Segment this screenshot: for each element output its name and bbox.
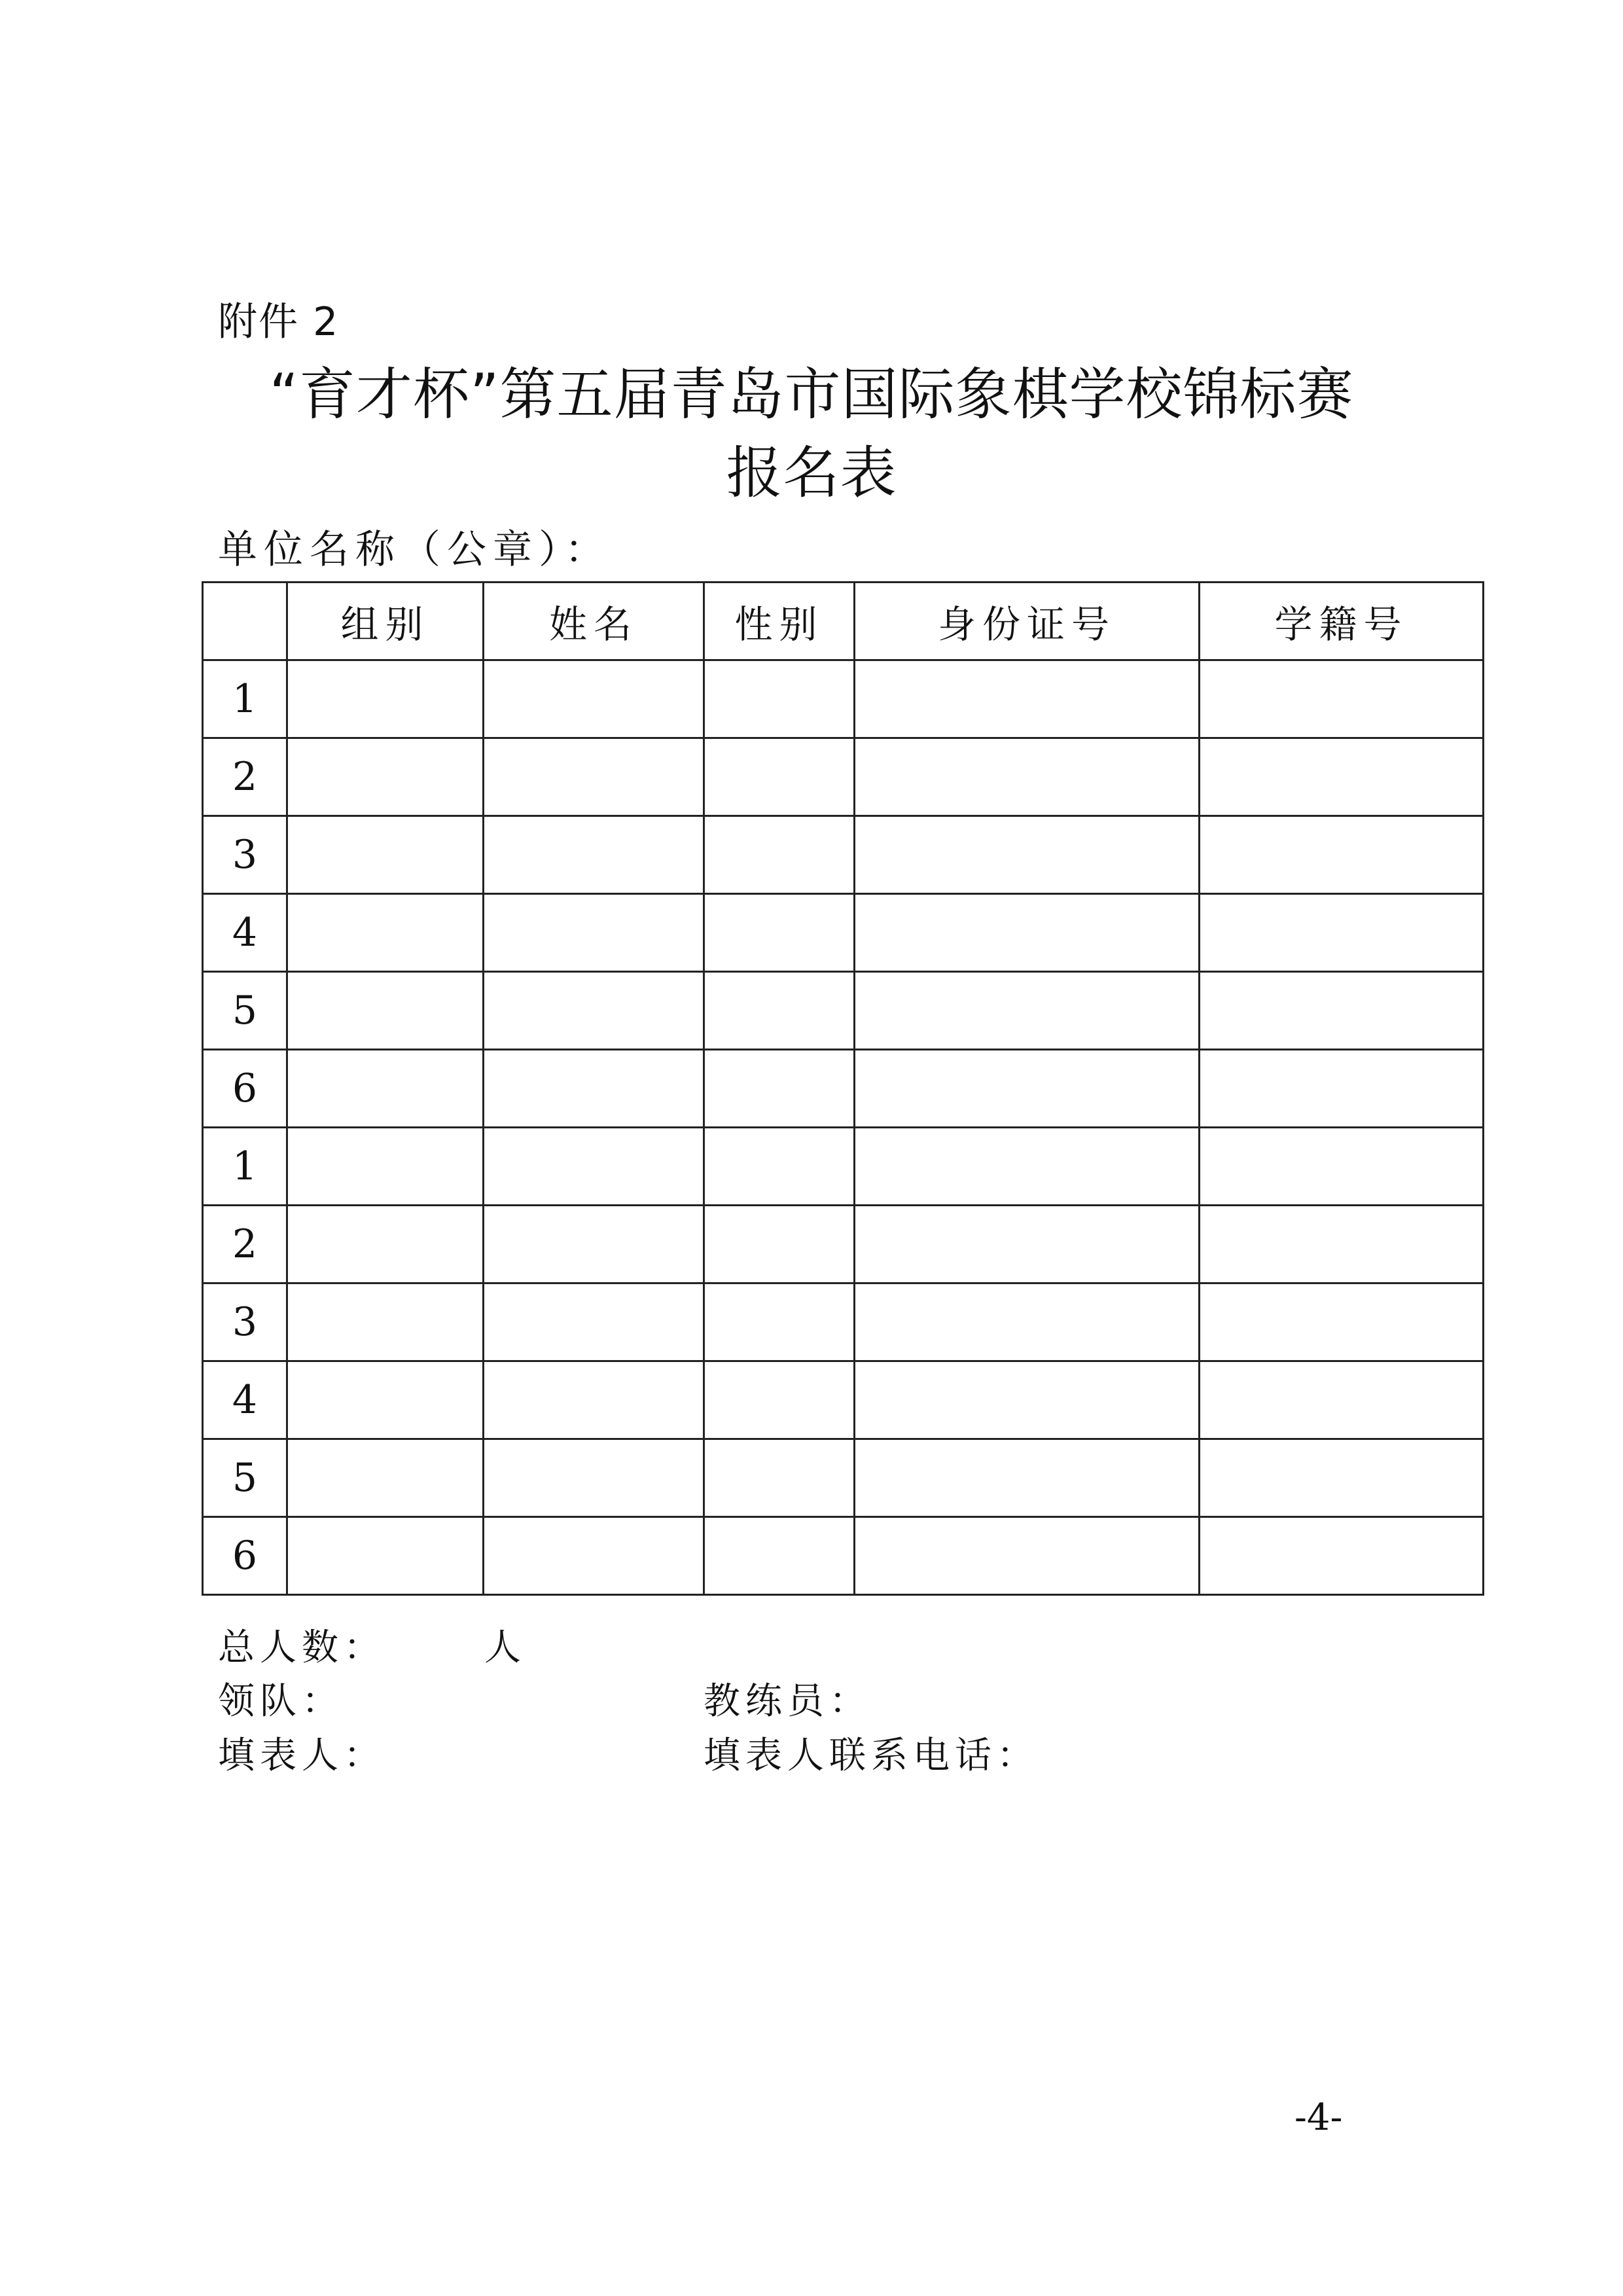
row-index: 6: [203, 1050, 287, 1128]
cell-student-number[interactable]: [1200, 738, 1484, 816]
cell-id-number[interactable]: [855, 660, 1200, 738]
cell-group[interactable]: [287, 1128, 484, 1206]
cell-id-number[interactable]: [855, 894, 1200, 972]
row-index: 2: [203, 1206, 287, 1283]
row-index: 6: [203, 1517, 287, 1595]
cell-group[interactable]: [287, 1283, 484, 1361]
cell-student-number[interactable]: [1200, 1283, 1484, 1361]
cell-name[interactable]: [484, 1206, 704, 1283]
table-row: [203, 1206, 1484, 1283]
attachment-label: 附件 2: [218, 299, 340, 345]
cell-id-number[interactable]: [855, 972, 1200, 1050]
total-count-unit: 人: [484, 1626, 526, 1669]
row-index: 1: [203, 1128, 287, 1206]
cell-gender[interactable]: [704, 1206, 855, 1283]
cell-student-number[interactable]: [1200, 816, 1484, 894]
cell-gender[interactable]: [704, 1128, 855, 1206]
table-row: [203, 1361, 1484, 1439]
cell-gender[interactable]: [704, 1361, 855, 1439]
registration-table: [202, 581, 1484, 1596]
cell-group[interactable]: [287, 972, 484, 1050]
row-index: 5: [203, 1439, 287, 1517]
cell-student-number[interactable]: [1200, 894, 1484, 972]
cell-gender[interactable]: [704, 738, 855, 816]
row-index: 5: [203, 972, 287, 1050]
cell-group[interactable]: [287, 1050, 484, 1128]
cell-student-number[interactable]: [1200, 1206, 1484, 1283]
cell-group[interactable]: [287, 1439, 484, 1517]
cell-name[interactable]: [484, 1517, 704, 1595]
cell-student-number[interactable]: [1200, 1439, 1484, 1517]
cell-id-number[interactable]: [855, 1283, 1200, 1361]
cell-student-number[interactable]: [1200, 660, 1484, 738]
cell-name[interactable]: [484, 1439, 704, 1517]
row-index: 4: [203, 894, 287, 972]
table-row: [203, 1128, 1484, 1206]
table-row: [203, 738, 1484, 816]
cell-group[interactable]: [287, 1517, 484, 1595]
cell-student-number[interactable]: [1200, 1128, 1484, 1206]
table-row: [203, 1050, 1484, 1128]
cell-name[interactable]: [484, 660, 704, 738]
cell-group[interactable]: [287, 1206, 484, 1283]
row-index: 1: [203, 660, 287, 738]
row-index: 4: [203, 1361, 287, 1439]
cell-name[interactable]: [484, 1050, 704, 1128]
form-filler-phone-label: 填表人联系电话：: [704, 1734, 1039, 1777]
cell-name[interactable]: [484, 738, 704, 816]
page-number: -4-: [1294, 2096, 1343, 2139]
coach-label: 教练员：: [704, 1680, 871, 1723]
cell-name[interactable]: [484, 816, 704, 894]
table-row: [203, 1283, 1484, 1361]
header-gender: 性别: [704, 583, 855, 660]
table-row: [203, 1517, 1484, 1595]
table-row: [203, 1439, 1484, 1517]
cell-group[interactable]: [287, 894, 484, 972]
table-header-row: [203, 583, 1484, 660]
cell-id-number[interactable]: [855, 1361, 1200, 1439]
cell-name[interactable]: [484, 972, 704, 1050]
cell-gender[interactable]: [704, 1517, 855, 1595]
cell-group[interactable]: [287, 660, 484, 738]
unit-name-label: 单位名称（公章）：: [218, 527, 611, 573]
form-filler-label: 填表人：: [218, 1734, 385, 1777]
cell-group[interactable]: [287, 816, 484, 894]
row-index: 2: [203, 738, 287, 816]
cell-id-number[interactable]: [855, 1050, 1200, 1128]
cell-gender[interactable]: [704, 894, 855, 972]
row-index: 3: [203, 816, 287, 894]
cell-gender[interactable]: [704, 1283, 855, 1361]
cell-id-number[interactable]: [855, 816, 1200, 894]
cell-name[interactable]: [484, 1283, 704, 1361]
form-title-line2: 报名表: [726, 440, 897, 506]
cell-student-number[interactable]: [1200, 1361, 1484, 1439]
cell-gender[interactable]: [704, 972, 855, 1050]
table-row: [203, 894, 1484, 972]
cell-student-number[interactable]: [1200, 972, 1484, 1050]
cell-name[interactable]: [484, 1361, 704, 1439]
cell-group[interactable]: [287, 738, 484, 816]
cell-id-number[interactable]: [855, 1439, 1200, 1517]
header-name: 姓名: [484, 583, 704, 660]
cell-gender[interactable]: [704, 816, 855, 894]
table-body: [203, 660, 1484, 1595]
row-index: 3: [203, 1283, 287, 1361]
cell-name[interactable]: [484, 894, 704, 972]
cell-gender[interactable]: [704, 1050, 855, 1128]
header-group: 组别: [287, 583, 484, 660]
cell-id-number[interactable]: [855, 1128, 1200, 1206]
cell-id-number[interactable]: [855, 738, 1200, 816]
cell-gender[interactable]: [704, 1439, 855, 1517]
cell-student-number[interactable]: [1200, 1050, 1484, 1128]
header-student-number: 学籍号: [1200, 583, 1484, 660]
cell-group[interactable]: [287, 1361, 484, 1439]
cell-name[interactable]: [484, 1128, 704, 1206]
team-leader-label: 领队：: [218, 1680, 344, 1723]
table-row: [203, 816, 1484, 894]
cell-id-number[interactable]: [855, 1206, 1200, 1283]
form-title-line1: “育才杯”第五届青岛市国际象棋学校锦标赛: [269, 362, 1354, 427]
table-row: [203, 972, 1484, 1050]
table-row: [203, 660, 1484, 738]
cell-gender[interactable]: [704, 660, 855, 738]
total-count-label: 总人数：: [218, 1626, 385, 1669]
cell-id-number[interactable]: [855, 1517, 1200, 1595]
header-index: [203, 583, 287, 660]
header-id-number: 身份证号: [855, 583, 1200, 660]
cell-student-number[interactable]: [1200, 1517, 1484, 1595]
